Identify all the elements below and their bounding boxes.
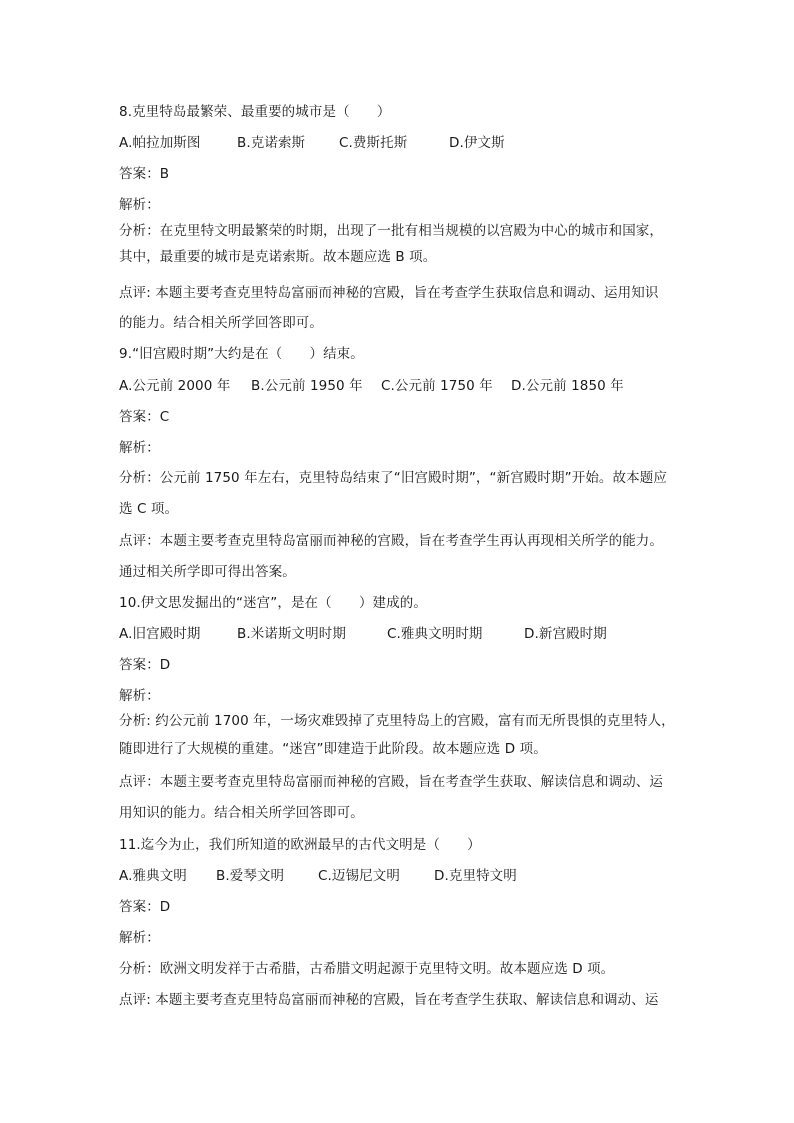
question-9-stem: 9.“旧宫殿时期”大约是在（ ）结束。 <box>119 346 364 362</box>
option-a: A.帕拉加斯图 <box>119 135 201 151</box>
question-10-jiexi: 解析： <box>119 688 160 704</box>
option-c: C.费斯托斯 <box>339 135 408 151</box>
question-9-comment-line-1: 点评：本题主要考查克里特岛富丽而神秘的宫殿，旨在考查学生再认再现相关所学的能力。 <box>119 533 663 549</box>
question-11-stem: 11.迄今为止，我们所知道的欧洲最早的古代文明是（ ） <box>119 837 481 853</box>
question-9-analysis-line-2: 选 C 项。 <box>119 501 179 517</box>
question-8-analysis-line-2: 其中，最重要的城市是克诺索斯。故本题应选 B 项。 <box>119 249 437 265</box>
question-9-jiexi: 解析： <box>119 440 160 456</box>
question-11-analysis-line-1: 分析：欧洲文明发祥于古希腊，古希腊文明起源于克里特文明。故本题应选 D 项。 <box>119 961 615 977</box>
question-11-comment-line-1: 点评: 本题主要考查克里特岛富丽而神秘的宫殿，旨在考查学生获取、解读信息和调动、运 <box>119 992 659 1008</box>
question-11-jiexi: 解析： <box>119 930 160 946</box>
option-c: C.公元前 1750 年 <box>381 378 493 394</box>
question-10-analysis-line-1: 分析: 约公元前 1700 年，一场灾难毁掉了克里特岛上的宫殿，富有而无所畏惧的克里特人， <box>119 713 675 729</box>
option-d: D.公元前 1850 年 <box>511 378 624 394</box>
option-a: A.雅典文明 <box>119 868 187 884</box>
option-a: A.旧宫殿时期 <box>119 626 201 642</box>
question-10-answer: 答案：D <box>119 657 171 673</box>
question-8-stem: 8.克里特岛最繁荣、最重要的城市是（ ） <box>119 104 391 120</box>
option-b: B.爱琴文明 <box>216 868 285 884</box>
question-10-analysis-line-2: 随即进行了大规模的重建。“迷宫”即建造于此阶段。故本题应选 D 项。 <box>119 741 547 757</box>
option-c: C.雅典文明时期 <box>387 626 483 642</box>
option-d: D.新宫殿时期 <box>524 626 607 642</box>
option-b: B.公元前 1950 年 <box>251 378 363 394</box>
question-10-comment-line-2: 用知识的能力。结合相关所学回答即可。 <box>119 805 364 821</box>
question-9-comment-line-2: 通过相关所学即可得出答案。 <box>119 564 296 580</box>
question-11-answer: 答案：D <box>119 899 171 915</box>
question-8-comment-line-2: 的能力。结合相关所学回答即可。 <box>119 315 323 331</box>
question-10-stem: 10.伊文思发掘出的“迷宫”，是在（ ）建成的。 <box>119 595 427 611</box>
option-b: B.克诺索斯 <box>237 135 306 151</box>
question-8-comment-line-1: 点评: 本题主要考查克里特岛富丽而神秘的宫殿，旨在考查学生获取信息和调动、运用知识 <box>119 285 659 301</box>
option-d: D.伊文斯 <box>449 135 505 151</box>
option-d: D.克里特文明 <box>434 868 517 884</box>
question-8-answer: 答案：B <box>119 166 170 182</box>
question-8-jiexi: 解析： <box>119 197 160 213</box>
option-c: C.迈锡尼文明 <box>318 868 400 884</box>
option-a: A.公元前 2000 年 <box>119 378 231 394</box>
question-9-answer: 答案：C <box>119 409 170 425</box>
question-10-comment-line-1: 点评：本题主要考查克里特岛富丽而神秘的宫殿，旨在考查学生获取、解读信息和调动、运 <box>119 774 663 790</box>
question-9-analysis-line-1: 分析：公元前 1750 年左右，克里特岛结束了“旧宫殿时期”，“新宫殿时期”开始。故本题应 <box>119 470 667 486</box>
question-8-analysis-line-1: 分析：在克里特文明最繁荣的时期，出现了一批有相当规模的以宫殿为中心的城市和国家， <box>119 223 663 239</box>
option-b: B.米诺斯文明时期 <box>237 626 346 642</box>
